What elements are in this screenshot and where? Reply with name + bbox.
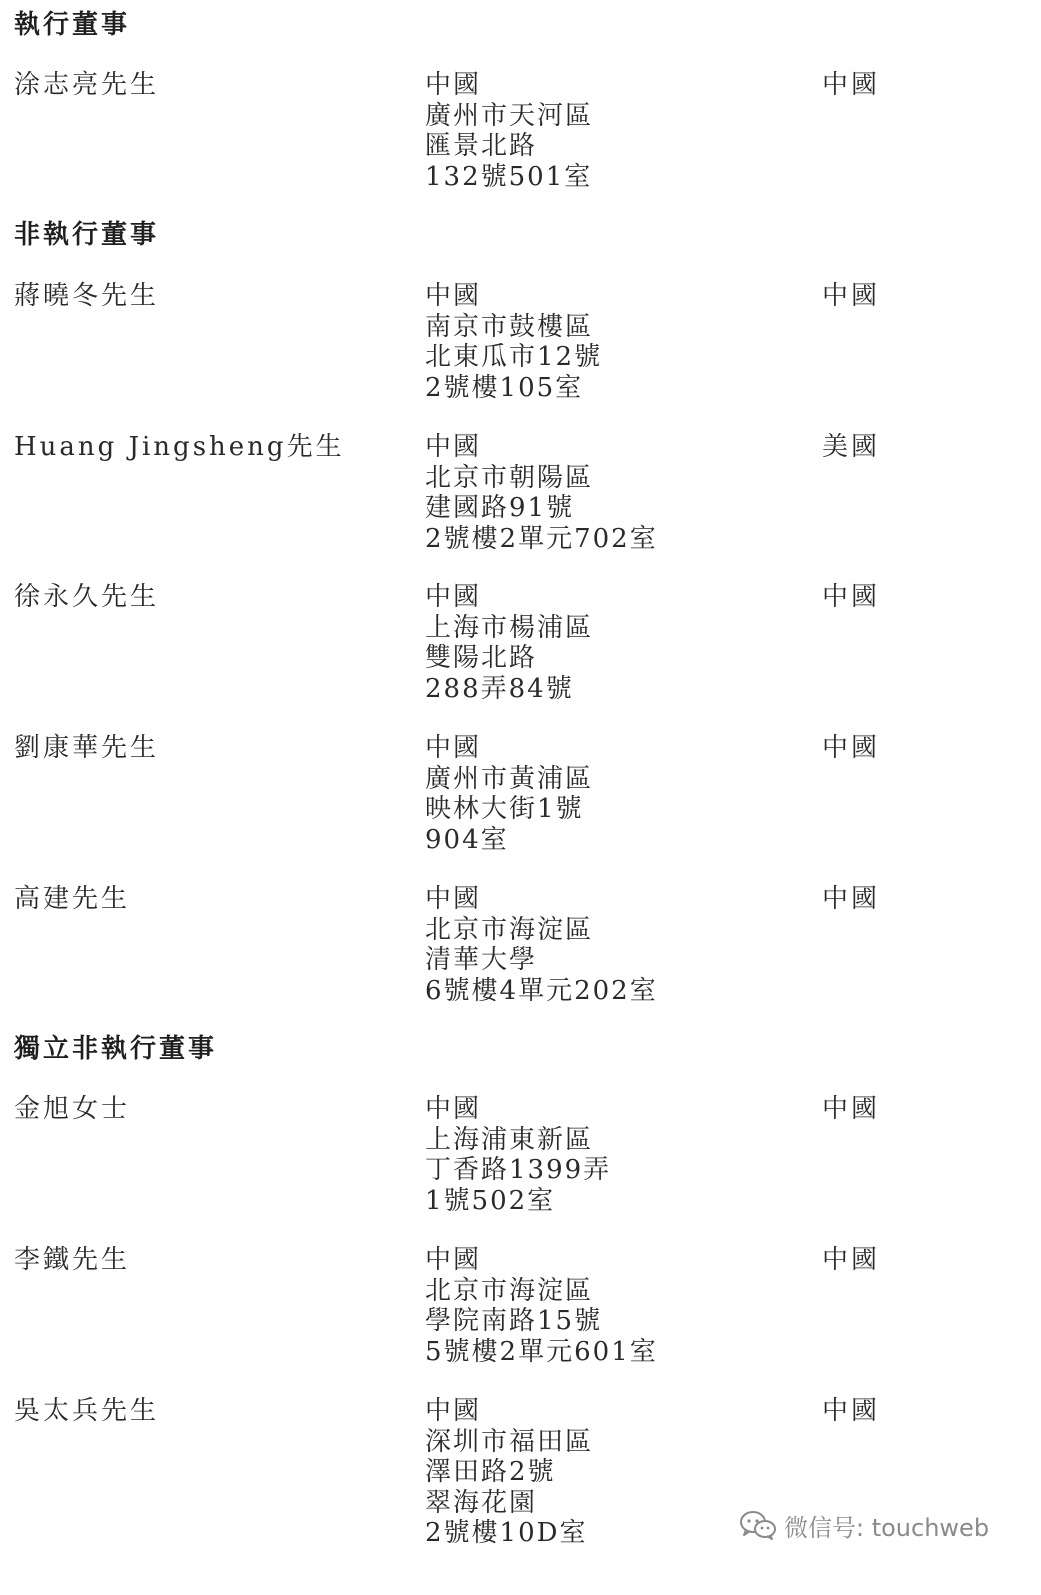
director-address [425,1245,658,1367]
director-nationality: 中國 [822,70,881,100]
director-nationality: 美國 [822,432,881,462]
address-line: 中國 [425,1396,482,1426]
address-line: 學院南路15號 [425,1306,603,1336]
director-name: 徐永久先生 [14,582,160,612]
watermark-text: 微信号: touchweb [784,1513,990,1542]
address-line: 2號樓10D室 [425,1518,588,1548]
address-line: 南京市鼓樓區 [425,311,594,342]
wechat-icon [738,1509,778,1541]
address-line: 904室 [425,824,509,855]
address-line: 6號樓4單元202室 [425,975,658,1006]
address-line: 映林大街1號 [425,794,584,824]
address-line: 翠海花園 [425,1487,538,1518]
director-nationality: 中國 [822,582,881,612]
address-line: 上海浦東新區 [425,1124,594,1155]
director-name: Huang Jingsheng先生 [14,432,345,462]
address-line: 北京市海淀區 [425,1275,594,1306]
address-line: 132號501室 [425,161,593,192]
address-line: 中國 [425,432,482,462]
address-line: 清華大學 [425,945,538,975]
address-line: 北京市海淀區 [425,914,594,945]
director-nationality: 中國 [822,884,881,914]
director-address [425,281,602,403]
address-line: 澤田路2號 [425,1457,556,1487]
address-line: 中國 [425,582,482,612]
address-line: 丁香路1399弄 [425,1155,612,1185]
address-line: 中國 [425,884,482,914]
section-heading-executive: 執行董事 [14,10,131,40]
director-name: 高建先生 [14,884,131,914]
director-nationality: 中國 [822,281,881,311]
address-line: 深圳市福田區 [425,1426,594,1457]
director-nationality: 中國 [822,733,881,763]
address-line: 廣州市黃浦區 [425,763,594,794]
address-line: 建國路91號 [425,493,575,523]
address-line: 北京市朝陽區 [425,462,594,493]
director-address [425,1396,593,1549]
address-line: 匯景北路 [425,131,538,161]
address-line: 雙陽北路 [425,643,538,673]
director-nationality: 中國 [822,1245,881,1275]
address-line: 288弄84號 [425,673,574,704]
director-address [425,582,593,704]
address-line: 中國 [425,733,482,763]
director-address [425,432,658,554]
address-line: 中國 [425,1245,482,1275]
director-address [425,733,593,855]
address-line: 中國 [425,281,482,311]
director-address [425,1094,611,1216]
section-heading-non-executive: 非執行董事 [14,220,160,250]
address-line: 中國 [425,1094,482,1124]
director-name: 李鐵先生 [14,1245,131,1275]
address-line: 北東瓜市12號 [425,342,603,372]
director-name: 涂志亮先生 [14,70,160,100]
director-address [425,70,593,192]
director-name: 吳太兵先生 [14,1396,160,1426]
wechat-watermark [738,1508,989,1542]
director-name: 金旭女士 [14,1094,131,1124]
address-line: 上海市楊浦區 [425,612,594,643]
section-heading-independent-non-executive: 獨立非執行董事 [14,1034,218,1064]
address-line: 中國 [425,70,482,100]
director-name: 蔣曉冬先生 [14,281,160,311]
director-nationality: 中國 [822,1396,881,1426]
address-line: 廣州市天河區 [425,100,594,131]
director-name: 劉康華先生 [14,733,160,763]
director-address [425,884,658,1006]
director-nationality: 中國 [822,1094,881,1124]
address-line: 2號樓105室 [425,372,584,403]
address-line: 2號樓2單元702室 [425,523,658,554]
address-line: 1號502室 [425,1185,556,1216]
address-line: 5號樓2單元601室 [425,1336,658,1367]
